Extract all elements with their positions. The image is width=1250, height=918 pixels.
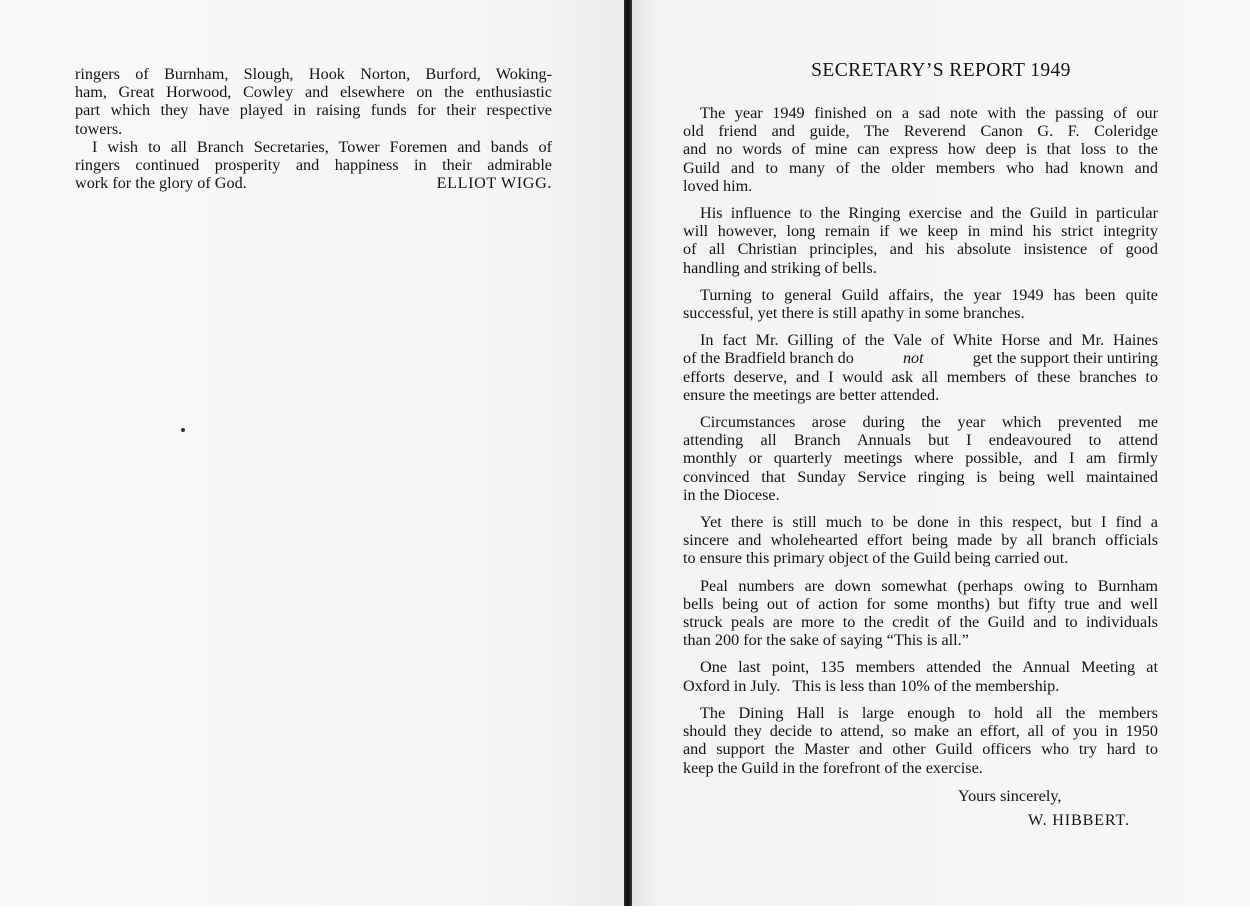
text-line: than 200 for the sake of saying “This is all.”: [683, 631, 969, 650]
text-segment: of the Bradfield branch do: [683, 349, 854, 368]
text-line: should they decide to attend, so make an effort, all of you in 1950: [683, 722, 1158, 741]
paragraph: [683, 104, 1158, 195]
text-line: successful, yet there is still apathy in some branches.: [683, 304, 1025, 323]
report-body: [683, 104, 1158, 786]
text-line: Oxford in July. This is less than 10% of the membership.: [683, 676, 1060, 695]
text-line: One last point, 135 members attended the Annual Meeting at: [700, 658, 1158, 677]
text-line: handling and striking of bells.: [683, 258, 877, 277]
text-line: ensure the meetings are better attended.: [683, 385, 940, 404]
text-line: The year 1949 finished on a sad note with the passing of our: [700, 104, 1158, 122]
text-line: loved him.: [683, 176, 753, 195]
text-line: Peal numbers are down somewhat (perhaps owing to Burnham: [700, 576, 1158, 595]
text-line: Yet there is still much to be done in this respect, but I find a: [700, 513, 1158, 532]
text-line: keep the Guild in the forefront of the exercise.: [683, 758, 983, 777]
text-line: part which they have played in raising funds for their respective: [75, 101, 552, 120]
paragraph: [683, 513, 1158, 568]
paragraph: [683, 704, 1158, 777]
text-line: ringers of Burnham, Slough, Hook Norton, Burford, Woking-: [75, 65, 552, 83]
text-line: I wish to all Branch Secretaries, Tower Foremen and bands of: [92, 137, 552, 156]
closing-salutation: Yours sincerely,: [958, 787, 1062, 805]
text-line: ringers continued prosperity and happiness in their admirable: [75, 156, 552, 175]
paragraph: [683, 658, 1158, 694]
signer-name: W. HIBBERT.: [1028, 811, 1130, 829]
text-line: [683, 349, 1158, 367]
text-line: old friend and guide, The Reverend Canon G. F. Coleridge: [683, 122, 1158, 141]
report-title: SECRETARY’S REPORT 1949: [811, 60, 1071, 81]
paragraph: [683, 286, 1158, 322]
text-line: struck peals are more to the credit of the Guild and to individuals: [683, 613, 1158, 632]
text-line: His influence to the Ringing exercise and the Guild in particular: [700, 204, 1158, 223]
text-segment: get the support their untiring: [972, 349, 1158, 368]
text-line: attending all Branch Annuals but I endeavoured to attend: [683, 431, 1158, 450]
paragraph: [683, 577, 1158, 650]
ink-speck: [181, 428, 185, 432]
scan-border: [0, 906, 1250, 918]
text-line: Circumstances arose during the year which prevented me: [700, 413, 1158, 432]
text-line: towers.: [75, 119, 123, 138]
text-line: will however, long remain if we keep in mind his strict integrity: [683, 222, 1158, 241]
book-gutter: [624, 0, 632, 906]
text-line: and support the Master and other Guild officers who try hard to: [683, 740, 1158, 759]
emphasis-word: not: [902, 349, 924, 368]
text-line: sincere and wholehearted effort being made by all branch officials: [683, 531, 1158, 550]
paragraph: [683, 413, 1158, 504]
text-line: of all Christian principles, and his absolute insistence of good: [683, 240, 1158, 259]
text-line: Turning to general Guild affairs, the year 1949 has been quite: [700, 285, 1158, 304]
paragraph: [683, 331, 1158, 404]
text-line: work for the glory of God.: [75, 174, 247, 193]
left-page: [0, 0, 624, 906]
signature-line: [75, 174, 552, 192]
text-line: ham, Great Horwood, Cowley and elsewhere on the enthusiastic: [75, 83, 552, 102]
text-line: In fact Mr. Gilling of the Vale of White Horse and Mr. Haines: [700, 331, 1158, 350]
text-line: convinced that Sunday Service ringing is being well maintained: [683, 467, 1158, 486]
paragraph: [683, 204, 1158, 277]
text-line: Guild and to many of the older members who had known and: [683, 158, 1158, 177]
text-line: in the Diocese.: [683, 485, 780, 504]
text-line: to ensure this primary object of the Guild being carried out.: [683, 549, 1069, 568]
text-line: efforts deserve, and I would ask all members of these branches to: [683, 367, 1158, 386]
text-line: bells being out of action for some months) but fifty true and well: [683, 594, 1158, 613]
text-line: monthly or quarterly meetings where possible, and I am firmly: [683, 449, 1158, 468]
left-page-text: [75, 65, 552, 192]
text-line: The Dining Hall is large enough to hold all the members: [700, 703, 1158, 722]
left-signature: ELLIOT WIGG.: [436, 174, 552, 193]
text-line: and no words of mine can express how deep is that loss to the: [683, 140, 1158, 159]
